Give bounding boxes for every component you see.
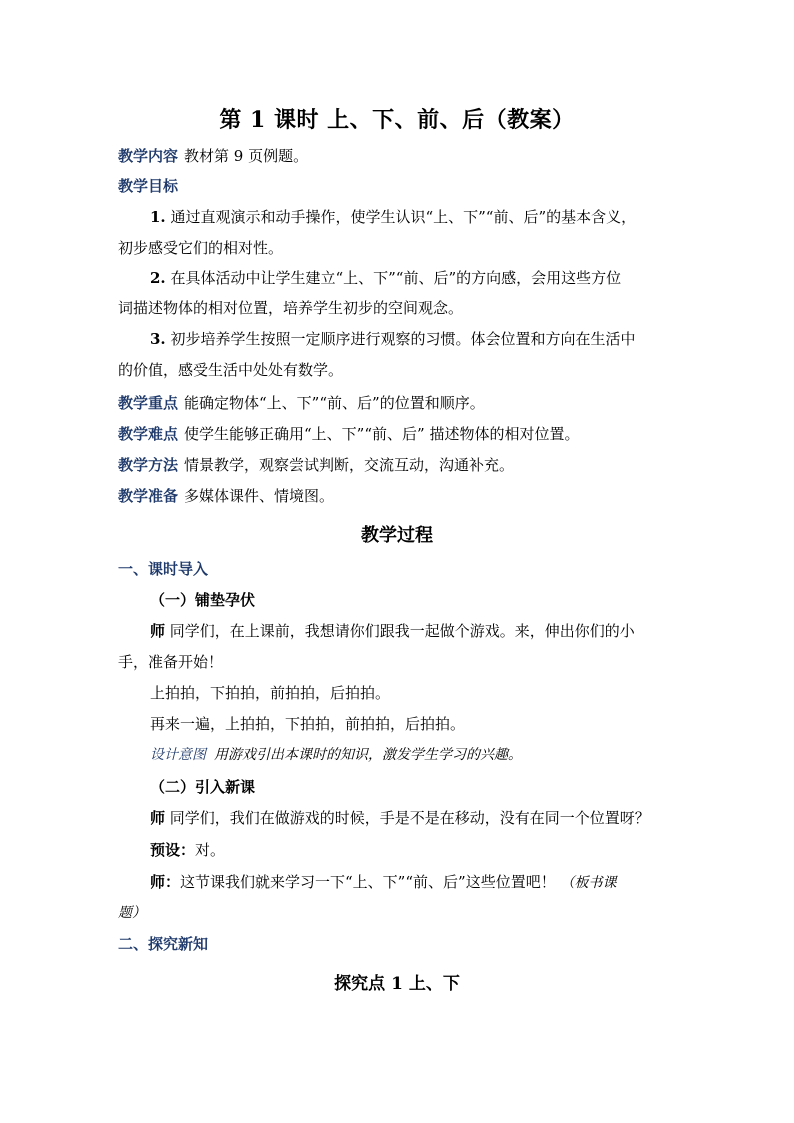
teacher-3-text: 这节课我们就来学习一下“上、下”“前、后”这些位置吧！ bbox=[180, 873, 556, 891]
teacher-2-line bbox=[150, 808, 650, 828]
objective-1-line-2: 初步感受它们的相对性。 bbox=[118, 239, 284, 257]
document-title: 第 1 课时 上、下、前、后（教案） bbox=[219, 107, 575, 133]
part-1-sub-1: （一）铺垫孕伏 bbox=[150, 591, 256, 609]
teacher-2-text: 同学们，我们在做游戏的时候，手是不是在移动，没有在同一个位置呀？ bbox=[169, 809, 650, 827]
chant-2: 再来一遍，上拍拍，下拍拍，前拍拍，后拍拍。 bbox=[150, 715, 466, 733]
difficulty-line bbox=[118, 424, 579, 444]
teacher-1-line-2: 手，准备开始！ bbox=[118, 653, 224, 671]
part-2-heading: 二、探究新知 bbox=[118, 935, 209, 953]
teacher-3-line-1 bbox=[150, 872, 616, 893]
objectives-label-line bbox=[118, 176, 184, 196]
preset-text: 对。 bbox=[195, 841, 226, 859]
method-label: 教学方法 bbox=[118, 456, 179, 474]
objective-3-line-2: 的价值，感受生活中处处有数学。 bbox=[118, 361, 344, 379]
objective-3-text-1: 初步培养学生按照一定顺序进行观察的习惯。体会位置和方向在生活中 bbox=[170, 330, 636, 348]
part-1-heading: 一、课时导入 bbox=[118, 560, 209, 578]
preset-label: 预设： bbox=[150, 841, 196, 859]
chant-1: 上拍拍，下拍拍，前拍拍，后拍拍。 bbox=[150, 684, 391, 702]
preparation-label: 教学准备 bbox=[118, 487, 179, 505]
key-point-text: 能确定物体“上、下”“前、后”的位置和顺序。 bbox=[184, 394, 485, 412]
teacher-3-label: 师： bbox=[150, 873, 181, 891]
teacher-3-note-1: （板书课 bbox=[560, 875, 617, 891]
objective-3-line-1 bbox=[150, 329, 635, 349]
teacher-1-line-1 bbox=[150, 621, 635, 641]
process-title: 教学过程 bbox=[361, 525, 433, 546]
difficulty-label: 教学难点 bbox=[118, 425, 179, 443]
preparation-line bbox=[118, 486, 334, 506]
objective-3-number: 3. bbox=[150, 330, 166, 348]
preparation-text: 多媒体课件、情境图。 bbox=[184, 487, 335, 505]
objective-2-text-1: 在具体活动中让学生建立“上、下”“前、后”的方向感，会用这些方位 bbox=[170, 269, 622, 287]
method-text: 情景教学，观察尝试判断，交流互动，沟通补充。 bbox=[184, 456, 515, 474]
explore-point-title: 探究点 1 上、下 bbox=[334, 974, 460, 994]
method-line bbox=[118, 455, 514, 475]
difficulty-text: 使学生能够正确用“上、下”“前、后” 描述物体的相对位置。 bbox=[184, 425, 580, 443]
design-intent-line bbox=[150, 745, 522, 765]
key-point-label: 教学重点 bbox=[118, 394, 179, 412]
objective-1-text-1: 通过直观演示和动手操作，使学生认识“上、下”“前、后”的基本含义， bbox=[170, 208, 637, 226]
objective-2-line-1 bbox=[150, 268, 621, 288]
objective-1-number: 1. bbox=[150, 208, 166, 226]
teacher-1-label: 师 bbox=[150, 622, 166, 640]
content-line bbox=[118, 146, 308, 166]
teacher-1-text-1: 同学们，在上课前，我想请你们跟我一起做个游戏。来，伸出你们的小 bbox=[169, 622, 635, 640]
teacher-2-label: 师 bbox=[150, 809, 166, 827]
part-1-sub-2: （二）引入新课 bbox=[150, 778, 256, 796]
teacher-3-note-2: 题） bbox=[118, 905, 146, 921]
content-text: 教材第 9 页例题。 bbox=[184, 147, 309, 165]
design-intent-text: 用游戏引出本课时的知识，激发学生学习的兴趣。 bbox=[214, 747, 522, 763]
objective-2-line-2: 词描述物体的相对位置，培养学生初步的空间观念。 bbox=[118, 299, 464, 317]
objective-1-line-1 bbox=[150, 207, 636, 227]
key-point-line bbox=[118, 393, 485, 413]
content-label: 教学内容 bbox=[118, 147, 179, 165]
design-intent-label: 设计意图 bbox=[150, 747, 206, 763]
objective-2-number: 2. bbox=[150, 269, 166, 287]
objectives-label: 教学目标 bbox=[118, 177, 179, 195]
preset-line bbox=[150, 840, 225, 860]
